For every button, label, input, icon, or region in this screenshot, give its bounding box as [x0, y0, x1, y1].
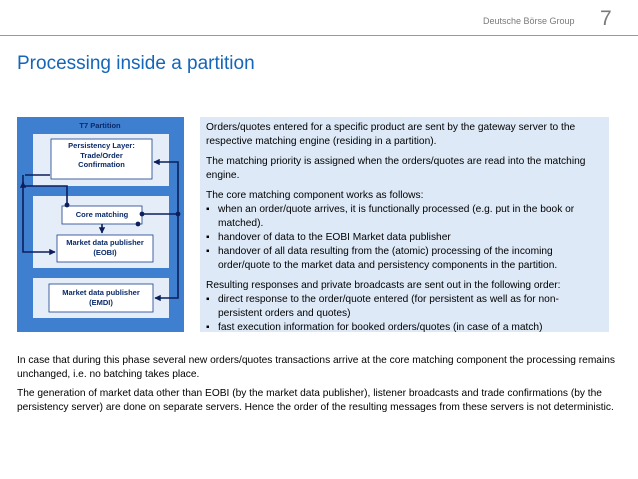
emdi-label	[49, 288, 153, 307]
description-paragraph: The core matching component works as follows:	[206, 190, 424, 201]
page-number: 7	[600, 7, 612, 30]
bullet-item: ▪ handover of all data resulting from the (atomic) processing of the incoming order/quote to the market data and persistency components in the partition.	[206, 245, 603, 273]
description-box	[200, 117, 609, 332]
bullet-item: ▪ handover of data to the EOBI Market data publisher	[206, 231, 603, 245]
page-title: Processing inside a partition	[17, 53, 255, 74]
bottom-paragraph-batching: In case that during this phase several new orders/quotes transactions arrive at the core matching component the processing remains unchanged, i.e. no batching takes place.	[17, 355, 615, 380]
description-paragraph: Orders/quotes entered for a specific product are sent by the gateway server to the respective matching engine (residing in a partition).	[206, 122, 576, 147]
description-paragraph: Resulting responses and private broadcasts are sent out in the following order:	[206, 280, 561, 291]
description-paragraph: The matching priority is assigned when the orders/quotes are read into the matching engine.	[206, 156, 586, 181]
emdi-line-2: (EMDI)	[89, 297, 113, 307]
junction-dot	[136, 222, 141, 227]
bullet-item: ▪ when an order/quote arrives, it is functionally processed (e.g. put in the book or matched).	[206, 203, 603, 231]
persistency-line-2: Trade/Order	[80, 150, 123, 160]
junction-dot	[65, 203, 70, 208]
emdi-line-1: Market data publisher	[62, 288, 140, 297]
eobi-line-2: (EOBI)	[93, 247, 117, 257]
response-order-bullets	[206, 293, 603, 335]
junction-dot	[176, 212, 181, 217]
eobi-line-1: Market data publisher	[66, 238, 144, 247]
eobi-label	[57, 238, 153, 257]
bottom-paragraph-market-data: The generation of market data other than EOBI (by the market data publisher), listener broadcasts and trade confirmations (by the persistency server) are done on separate servers. Hence the order of the resulting messages from these servers is not deterministic.	[17, 388, 614, 413]
persistency-line-1: Persistency Layer:	[68, 141, 135, 150]
company-name: Deutsche Börse Group	[483, 16, 575, 26]
partition-label: T7 Partition	[79, 121, 121, 130]
persistency-line-3: Confirmation	[78, 160, 125, 169]
bullet-item: ▪ direct response to the order/quote entered (for persistent as well as for non-persistent orders and quotes)	[206, 293, 603, 321]
persistency-label	[51, 141, 152, 170]
core-matching-bullets	[206, 203, 603, 273]
bullet-item: ▪ fast execution information for booked orders/quotes (in case of a match)	[206, 321, 603, 335]
core-matching-label: Core matching	[75, 210, 129, 219]
